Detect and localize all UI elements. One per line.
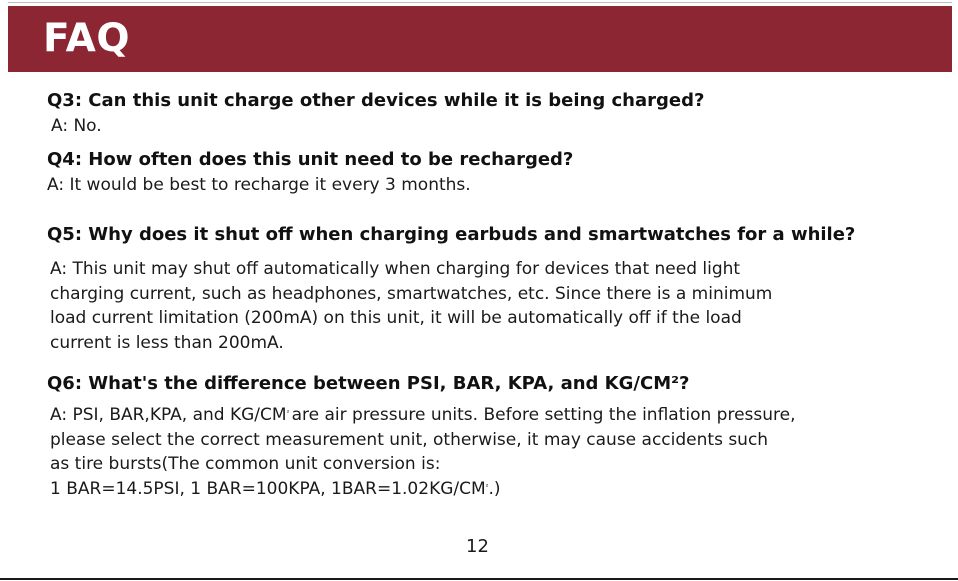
faq-question: Q6: What's the difference between PSI, BAR, KPA, and KG/CM²? <box>47 373 690 394</box>
answer-line: load current limitation (200mA) on this unit, it will be automatically off if the load <box>50 308 742 328</box>
faq-answer <box>50 403 796 501</box>
answer-text: 1 BAR=14.5PSI, 1 BAR=100KPA, 1BAR=1.02KG/CM <box>50 478 486 499</box>
page-title: FAQ <box>43 16 131 61</box>
faq-question: Q5: Why does it shut off when charging earbuds and smartwatches for a while? <box>47 224 856 245</box>
answer-line <box>50 477 796 502</box>
answer-line: current is less than 200mA. <box>50 332 284 353</box>
answer-line: A: No. <box>51 116 102 136</box>
faq-question: Q4: How often does this unit need to be recharged? <box>47 149 574 170</box>
faq-question: Q3: Can this unit charge other devices while it is being charged? <box>47 90 705 111</box>
answer-line: A: It would be best to recharge it every 3 months. <box>47 175 471 195</box>
answer-line: A: This unit may shut off automatically when charging for devices that need light <box>50 259 741 279</box>
page-number: 12 <box>466 536 489 557</box>
header-banner <box>8 6 952 72</box>
bottom-divider <box>0 578 958 580</box>
answer-text: .) <box>488 478 501 499</box>
answer-text: are air pressure units. Before setting the inflation pressure, <box>291 405 796 425</box>
answer-line: please select the correct measurement unit, otherwise, it may cause accidents such <box>50 429 769 450</box>
answer-line: as tire bursts(The common unit conversion is: <box>50 454 441 474</box>
faq-answer <box>51 114 102 139</box>
answer-line <box>50 403 796 428</box>
superscript-squared: ² <box>485 482 489 491</box>
answer-line: charging current, such as headphones, smartwatches, etc. Since there is a minimum <box>50 283 773 304</box>
faq-answer <box>47 173 471 198</box>
answer-text: A: PSI, BAR,KPA, and KG/CM <box>50 405 287 425</box>
top-divider <box>8 2 952 3</box>
superscript-squared: ² <box>286 409 292 417</box>
faq-answer <box>50 257 772 355</box>
